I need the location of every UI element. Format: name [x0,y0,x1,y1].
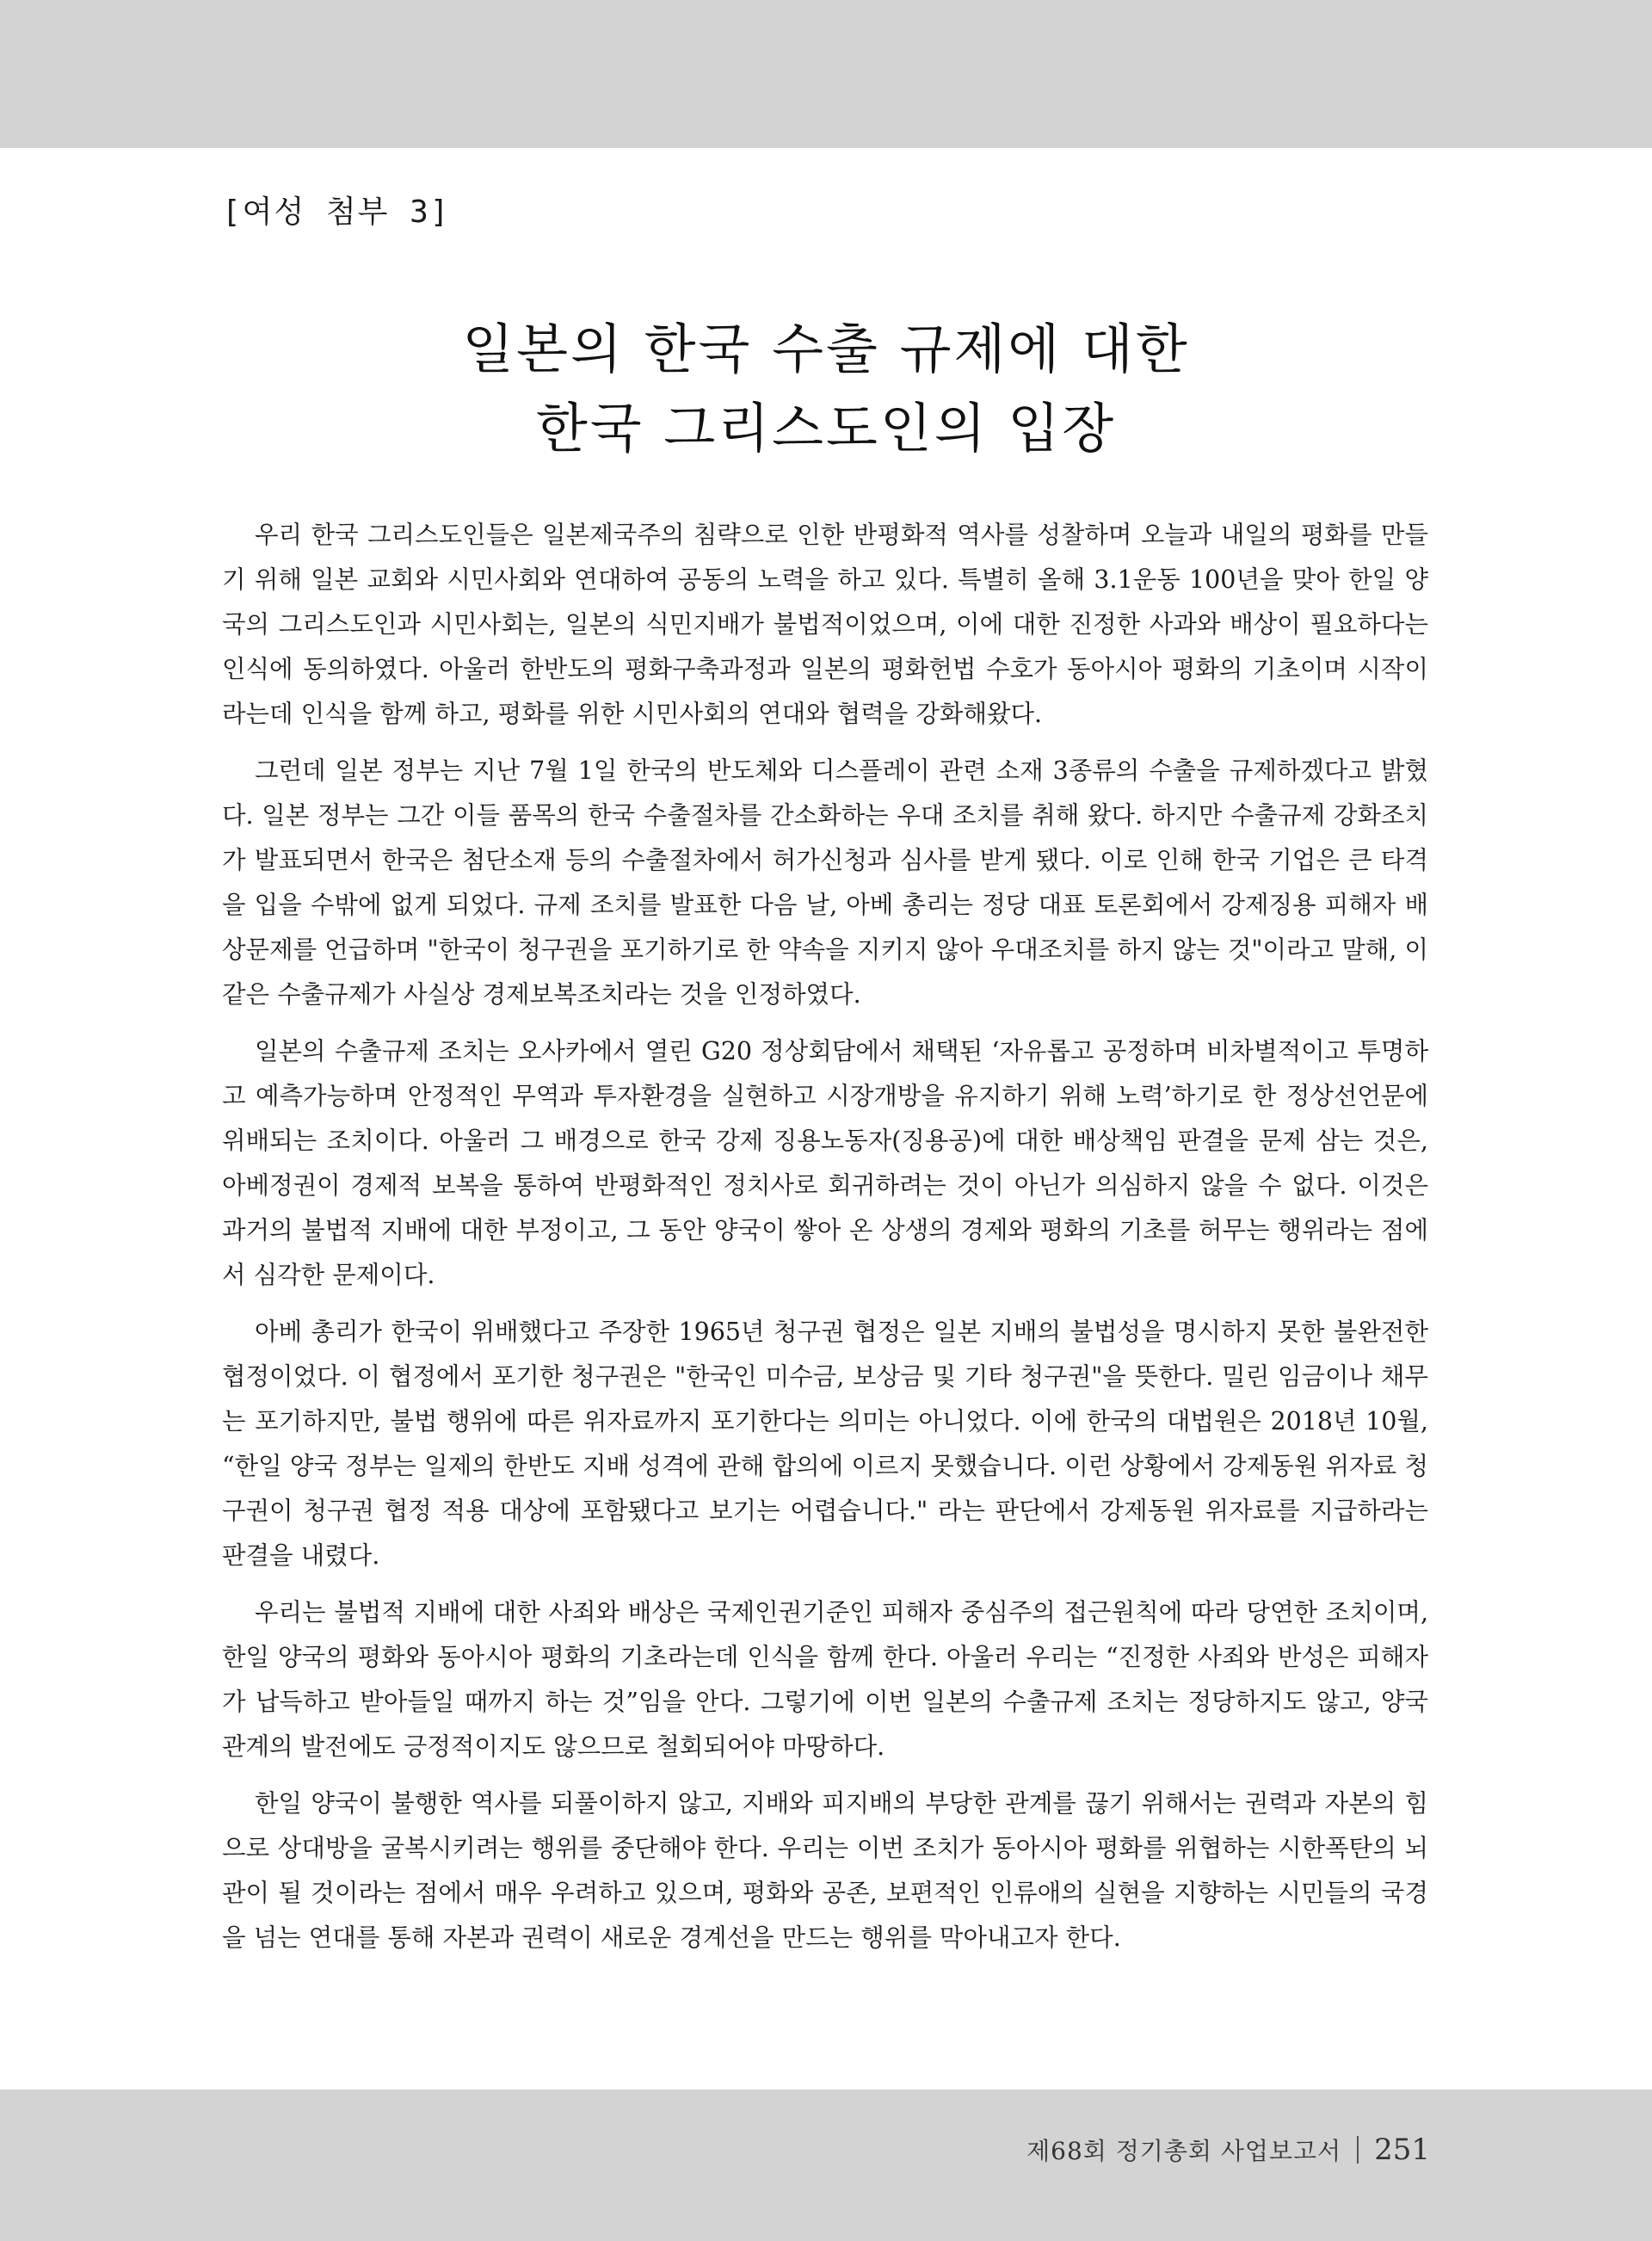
title-line-2: 한국 그리스도인의 입장 [535,397,1117,460]
title-line-1: 일본의 한국 수출 규제에 대한 [462,318,1190,380]
header-band [0,0,1652,148]
paragraph: 우리 한국 그리스도인들은 일본제국주의 침략으로 인한 반평화적 역사를 성찰하며 오늘과 내일의 평화를 만들기 위해 일본 교회와 시민사회와 연대하여 공동의 노력을 하고 있다. 특별히 올해 3.1운동 100년을 맞아 한일 양국의 그리스도인과 시민사회는, 일본의 식민지배가 불법적이었으며, 이에 대한 진정한 사과와 배상이 필요하다는 인식에 동의하였다. 아울러 한반도의 평화구축과정과 일본의 평화헌법 수호가 동아시아 평화의 기초이며 시작이라는데 인식을 함께 하고, 평화를 위한 시민사회의 연대와 협력을 강화해왔다. [222,521,1428,728]
paragraph: 우리는 불법적 지배에 대한 사죄와 배상은 국제인권기준인 피해자 중심주의 접근원칙에 따라 당연한 조치이며, 한일 양국의 평화와 동아시아 평화의 기초라는데 인식을 함께 한다. 아울러 우리는 “진정한 사죄와 반성은 피해자가 납득하고 받아들일 때까지 하는 것”임을 안다. 그렇기에 이번 일본의 수출규제 조치는 정당하지도 않고, 양국 관계의 발전에도 긍정적이지도 않으므로 철회되어야 마땅하다. [222,1598,1428,1761]
page-number: 251 [1374,2133,1430,2167]
attachment-label: [여성 첨부 3] [222,194,451,230]
report-title: 제68회 정기총회 사업보고서 [1026,2137,1342,2165]
page-footer [1026,2124,1430,2176]
paragraph: 일본의 수출규제 조치는 오사카에서 열린 G20 정상회담에서 채택된 ‘자유롭고 공정하며 비차별적이고 투명하고 예측가능하며 안정적인 무역과 투자환경을 실현하고 시장개방을 유지하기 위해 노력’하기로 한 정상선언문에 위배되는 조치이다. 아울러 그 배경으로 한국 강제 징용노동자(징용공)에 대한 배상책임 판결을 문제 삼는 것은, 아베정권이 경제적 보복을 통하여 반평화적인 정치사로 회귀하려는 것이 아닌가 의심하지 않을 수 없다. 이것은 과거의 불법적 지배에 대한 부정이고, 그 동안 양국이 쌓아 온 상생의 경제와 평화의 기초를 허무는 행위라는 점에서 심각한 문제이다. [222,1037,1428,1289]
paragraph: 아베 총리가 한국이 위배했다고 주장한 1965년 청구권 협정은 일본 지배의 불법성을 명시하지 못한 불완전한 협정이었다. 이 협정에서 포기한 청구권은 "한국인 미수금, 보상금 및 기타 청구권"을 뜻한다. 밀린 임금이나 채무는 포기하지만, 불법 행위에 따른 위자료까지 포기한다는 의미는 아니었다. 이에 한국의 대법원은 2018년 10월, “한일 양국 정부는 일제의 한반도 지배 성격에 관해 합의에 이르지 못했습니다. 이런 상황에서 강제동원 위자료 청구권이 청구권 협정 적용 대상에 포함됐다고 보기는 어렵습니다." 라는 판단에서 강제동원 위자료를 지급하라는 판결을 내렸다. [222,1318,1428,1570]
statement-body [222,513,1428,1972]
page-title [222,310,1430,468]
paragraph: 그런데 일본 정부는 지난 7월 1일 한국의 반도체와 디스플레이 관련 소재 3종류의 수출을 규제하겠다고 밝혔다. 일본 정부는 그간 이들 품목의 한국 수출절차를 간소화하는 우대 조치를 취해 왔다. 하지만 수출규제 강화조치가 발표되면서 한국은 첨단소재 등의 수출절차에서 허가신청과 심사를 받게 됐다. 이로 인해 한국 기업은 큰 타격을 입을 수밖에 없게 되었다. 규제 조치를 발표한 다음 날, 아베 총리는 정당 대표 토론회에서 강제징용 피해자 배상문제를 언급하며 "한국이 청구권을 포기하기로 한 약속을 지키지 않아 우대조치를 하지 않는 것"이라고 말해, 이 같은 수출규제가 사실상 경제보복조치라는 것을 인정하였다. [222,756,1428,1009]
footer-divider [1357,2136,1359,2164]
paragraph: 한일 양국이 불행한 역사를 되풀이하지 않고, 지배와 피지배의 부당한 관계를 끊기 위해서는 권력과 자본의 힘으로 상대방을 굴복시키려는 행위를 중단해야 한다. 우리는 이번 조치가 동아시아 평화를 위협하는 시한폭탄의 뇌관이 될 것이라는 점에서 매우 우려하고 있으며, 평화와 공존, 보편적인 인류애의 실현을 지향하는 시민들의 국경을 넘는 연대를 통해 자본과 권력이 새로운 경계선을 만드는 행위를 막아내고자 한다. [222,1789,1428,1952]
